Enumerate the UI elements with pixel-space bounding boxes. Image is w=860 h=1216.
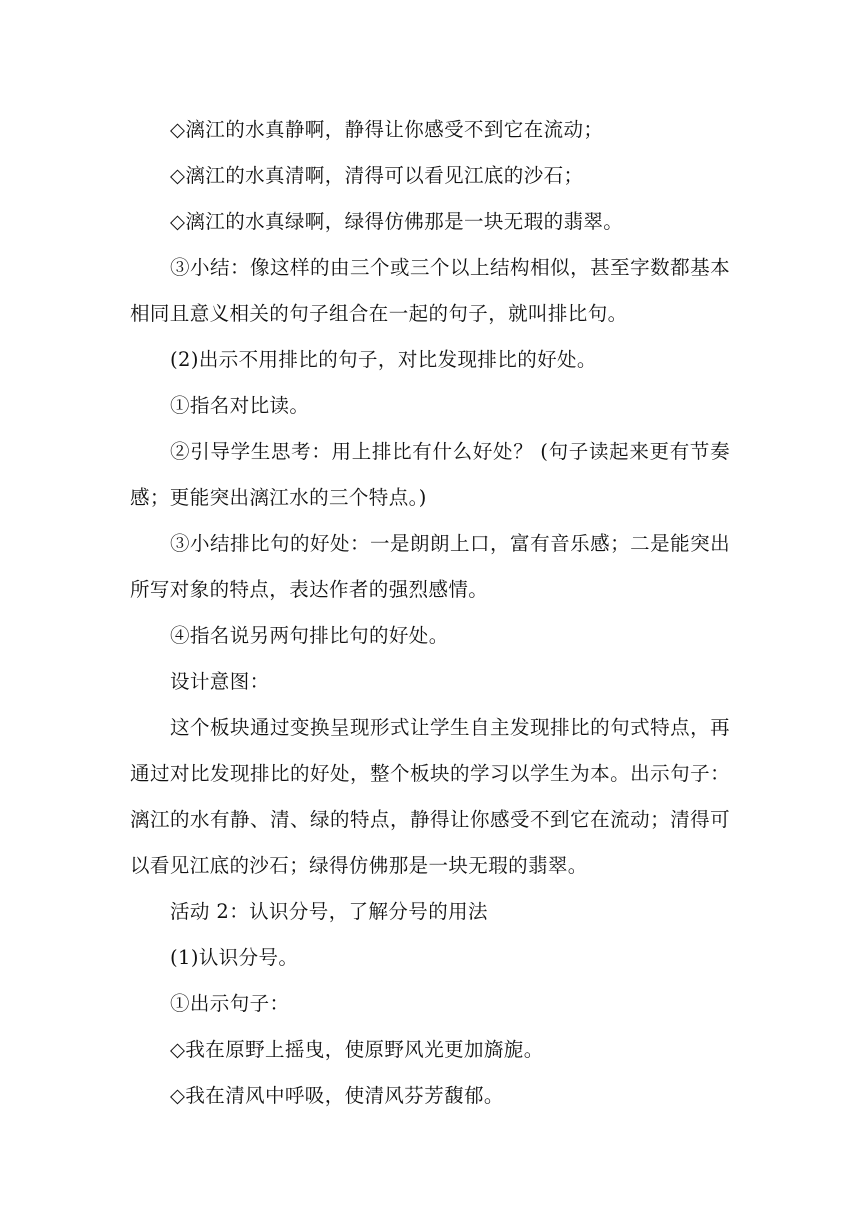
paragraph-example-breeze: ◇我在清风中呼吸，使清风芬芳馥郁。 — [170, 1084, 504, 1107]
paragraph-step-2-compare: (2)出示不用排比的句子，对比发现排比的好处。 — [170, 348, 597, 371]
paragraph-parallel-example-quiet: ◇漓江的水真静啊，静得让你感受不到它在流动； — [170, 118, 604, 141]
paragraph-guide-thinking: ②引导学生思考：用上排比有什么好处？ (句子读起来更有节奏感；更能突出漓江水的三个特点。) — [130, 440, 730, 509]
paragraph-step-1-semicolon: (1)认识分号。 — [170, 946, 299, 969]
paragraph-other-sentences: ④指名说另两句排比句的好处。 — [170, 624, 449, 647]
paragraph-parallel-example-green: ◇漓江的水真绿啊，绿得仿佛那是一块无瑕的翡翠。 — [170, 210, 624, 233]
paragraph-parallel-example-clear: ◇漓江的水真清啊，清得可以看见江底的沙石； — [170, 164, 584, 187]
paragraph-activity-2-heading: 活动 2：认识分号，了解分号的用法 — [170, 900, 488, 923]
paragraph-read-compare: ①指名对比读。 — [170, 394, 310, 417]
paragraph-summary-benefits: ③小结排比句的好处：一是朗朗上口，富有音乐感；二是能突出所写对象的特点，表达作者的强烈感情。 — [130, 532, 730, 601]
document-body — [130, 107, 730, 1119]
paragraph-summary-definition: ③小结：像这样的由三个或三个以上结构相似，甚至字数都基本相同且意义相关的句子组合在一起的句子，就叫排比句。 — [130, 256, 730, 325]
paragraph-example-field: ◇我在原野上摇曳，使原野风光更加旖旎。 — [170, 1038, 544, 1061]
paragraph-show-sentences: ①出示句子： — [170, 992, 290, 1015]
paragraph-design-intent-heading: 设计意图： — [170, 670, 270, 693]
paragraph-design-intent-body: 这个板块通过变换呈现形式让学生自主发现排比的句式特点，再通过对比发现排比的好处，整个板块的学习以学生为本。出示句子：漓江的水有静、清、绿的特点，静得让你感受不到它在流动；清得可以看见江底的沙石；绿得仿佛那是一块无瑕的翡翠。 — [130, 716, 730, 877]
